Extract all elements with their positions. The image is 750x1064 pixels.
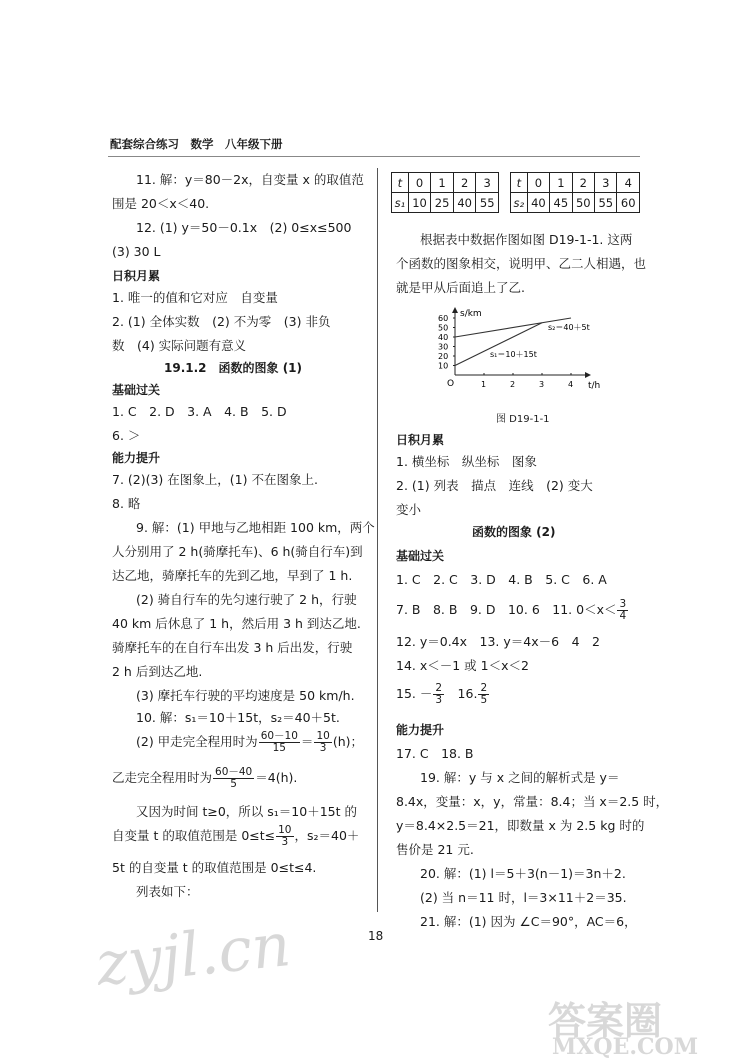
- answer-19-line1: 19. 解：y 与 x 之间的解析式是 y＝: [420, 770, 620, 785]
- answer-19-line3: y＝8.4×2.5＝21，即数量 x 为 2.5 kg 时的: [396, 818, 645, 833]
- numerator: 10: [278, 824, 292, 836]
- column-divider: [377, 168, 378, 912]
- table-cell: 60: [617, 193, 640, 213]
- table-cell: 10: [408, 193, 431, 213]
- table-cell: 3: [476, 173, 499, 193]
- answer-20-line2: (2) 当 n＝11 时，l＝3×11＋2＝35.: [420, 890, 627, 905]
- jichu-r5: [396, 680, 490, 708]
- section-heading-nengli-2: 能力提升: [396, 723, 445, 737]
- table-cell: 40: [453, 193, 476, 213]
- y-tick-label: 50: [438, 323, 449, 333]
- numerator: 2: [435, 682, 443, 694]
- y-tick-label: 20: [438, 352, 449, 361]
- text: 7. B 8. B 9. D 10. 6 11. 0＜x＜: [396, 602, 617, 617]
- table-cell: 4: [617, 173, 640, 193]
- x-tick-label: 1: [481, 380, 487, 389]
- answer-11-cont: 围是 20＜x＜40.: [112, 196, 210, 211]
- jichu-r2: [396, 596, 629, 624]
- numerator: 2: [480, 682, 488, 694]
- graph-explanation-2: 个函数的图象相交，说明甲、乙二人相遇，也: [396, 256, 647, 271]
- answer-7: 7. (2)(3) 在图象上，(1) 不在图象上.: [112, 472, 318, 487]
- y-ticks: [438, 314, 448, 371]
- answer-9-line6: 骑摩托车的在自行车出发 3 h 后出发，行驶: [112, 640, 353, 655]
- table-cell: 40: [527, 193, 549, 213]
- subsection-title: 19.1.2 函数的图象 (1): [164, 361, 303, 375]
- value-table-s2: [510, 172, 640, 213]
- answer-9-line3: 达乙地，骑摩托车的先到乙地，早到了 1 h.: [112, 568, 353, 583]
- x-tick-label: 2: [510, 380, 516, 389]
- answer-10-line6: 5t 的自变量 t 的取值范围是 0≤t≤4.: [112, 860, 317, 875]
- fraction: [314, 731, 331, 754]
- y-tick-label: 10: [438, 361, 449, 371]
- nengli-r1: 17. C 18. B: [396, 746, 474, 761]
- jichu-answers: 1. C 2. D 3. A 4. B 5. D: [112, 404, 287, 419]
- table-cell: t: [392, 173, 409, 193]
- figure-caption: 图 D19-1-1: [496, 414, 550, 425]
- answer-10-line5: [112, 822, 359, 850]
- fraction: [259, 731, 300, 754]
- origin-label: O: [447, 379, 455, 389]
- answer-21-line1: 21. 解：(1) 因为 ∠C＝90°，AC＝6，: [420, 914, 637, 929]
- text: (2) 甲走完全程用时为: [136, 734, 258, 749]
- x-axis-label: t/h: [588, 381, 601, 391]
- subsection-title-2: 函数的图象 (2): [472, 525, 556, 539]
- denominator: 5: [230, 778, 237, 790]
- table-cell: 1: [431, 173, 454, 193]
- denominator: 3: [435, 694, 443, 706]
- answer-8: 8. 略: [112, 496, 141, 511]
- graph-explanation-3: 就是甲从后面追上了乙.: [396, 280, 525, 295]
- table-cell: 55: [476, 193, 499, 213]
- text: ，s₂＝40＋: [294, 828, 360, 843]
- answer-9-line4: (2) 骑自行车的先匀速行驶了 2 h，行驶: [136, 592, 357, 607]
- denominator: 15: [272, 742, 286, 754]
- y-tick-label: 60: [438, 314, 449, 323]
- table-cell: t: [511, 173, 528, 193]
- answer-11: 11. 解：y＝80－2x，自变量 x 的取值范: [136, 172, 364, 187]
- answer-10-line4: 又因为时间 t≥0，所以 s₁＝10＋15t 的: [136, 804, 357, 819]
- table-row: [392, 173, 499, 193]
- value-table-s1: [391, 172, 499, 213]
- answer-20-line1: 20. 解：(1) l＝5＋3(n－1)＝3n＋2.: [420, 866, 626, 881]
- graph-explanation-1: 根据表中数据作图如图 D19-1-1. 这两: [420, 232, 633, 247]
- fraction: [213, 767, 254, 790]
- y-tick-label: 40: [438, 333, 449, 342]
- answer-12: 12. (1) y＝50－0.1x (2) 0≤x≤500: [136, 220, 352, 235]
- denominator: 4: [619, 610, 627, 622]
- answer-9-line7: 2 h 后到达乙地.: [112, 664, 203, 679]
- y-axis-label: s/km: [460, 309, 482, 319]
- watermark-left: zyjl.cn: [92, 910, 294, 1000]
- watermark-right-top: 答案圈: [548, 998, 663, 1043]
- table-cell: 3: [595, 173, 617, 193]
- fraction: [617, 599, 628, 622]
- table-cell: 45: [550, 193, 572, 213]
- jichu-r1: 1. C 2. C 3. D 4. B 5. C 6. A: [396, 572, 607, 587]
- section-heading-jichu-2: 基础过关: [396, 549, 445, 563]
- text: 自变量 t 的取值范围是 0≤t≤: [112, 828, 276, 843]
- text: (h)；: [332, 734, 363, 749]
- riji-r1: 1. 横坐标 纵坐标 图象: [396, 454, 537, 469]
- page-header: 配套综合练习 数学 八年级下册: [110, 137, 283, 151]
- text: ＝: [300, 734, 314, 749]
- table-row: [511, 173, 640, 193]
- text: ＝4(h).: [255, 770, 298, 785]
- answer-10-line7: 列表如下：: [136, 884, 199, 899]
- table-cell: s₁: [392, 193, 409, 213]
- answer-19-line2: 8.4x，变量：x，y，常量：8.4；当 x＝2.5 时，: [396, 794, 669, 809]
- riji-r2: 2. (1) 列表 描点 连线 (2) 变大: [396, 478, 593, 493]
- line-s2-label: s₂＝40＋5t: [548, 323, 590, 332]
- y-tick-label: 30: [438, 342, 449, 352]
- table-row: [392, 193, 499, 213]
- numerator: 60－10: [260, 730, 298, 742]
- answer-9-line8: (3) 摩托车行驶的平均速度是 50 km/h.: [136, 688, 355, 703]
- numerator: 10: [316, 730, 330, 742]
- table-cell: 25: [431, 193, 454, 213]
- answer-9-line2: 人分别用了 2 h(骑摩托车)、6 h(骑自行车)到: [112, 544, 363, 559]
- x-tick-label: 3: [539, 380, 545, 389]
- fraction: [478, 683, 489, 706]
- section-heading-nengli-1: 能力提升: [112, 451, 161, 465]
- table-cell: 2: [453, 173, 476, 193]
- x-tick-label: 4: [568, 380, 574, 389]
- riji-r2-cont: 变小: [396, 502, 422, 517]
- text: 15. －: [396, 686, 433, 701]
- text: 16.: [445, 686, 478, 701]
- table-cell: 2: [572, 173, 594, 193]
- answer-10-line3: [112, 764, 297, 792]
- text: 乙走完全程用时为: [112, 770, 213, 785]
- denominator: 3: [319, 742, 327, 754]
- line-s1-label: s₁＝10＋15t: [490, 350, 537, 359]
- numerator: 60－40: [215, 766, 253, 778]
- fraction: [433, 683, 444, 706]
- section-heading-jichu-1: 基础过关: [112, 383, 161, 397]
- answer-6: 6. ＞: [112, 428, 141, 443]
- table-row: [511, 193, 640, 213]
- table-cell: 55: [595, 193, 617, 213]
- jichu-r3: 12. y＝0.4x 13. y＝4x－6 4 2: [396, 634, 600, 649]
- fraction: [276, 825, 293, 848]
- section-heading-riji-2: 日积月累: [396, 433, 445, 447]
- answer-12-cont: (3) 30 L: [112, 244, 161, 259]
- denominator: 3: [281, 836, 289, 848]
- header-rule: [108, 156, 640, 157]
- numerator: 3: [619, 598, 627, 610]
- function-graph: [420, 302, 620, 394]
- watermark-right-bottom: MXQE.COM: [552, 1034, 699, 1060]
- answer-9-line5: 40 km 后休息了 1 h，然后用 3 h 到达乙地.: [112, 616, 361, 631]
- jichu-r4: 14. x＜－1 或 1＜x＜2: [396, 658, 529, 673]
- answer-9-line1: 9. 解：(1) 甲地与乙地相距 100 km，两个: [136, 520, 375, 535]
- riji-2: 2. (1) 全体实数 (2) 不为零 (3) 非负: [112, 314, 331, 329]
- answer-10-line1: 10. 解：s₁＝10＋15t，s₂＝40＋5t.: [136, 710, 340, 725]
- answer-19-line4: 售价是 21 元.: [396, 842, 474, 857]
- section-heading-riji-1: 日积月累: [112, 269, 161, 283]
- page-number: 18: [368, 929, 384, 943]
- answer-10-line2: [136, 728, 363, 756]
- table-cell: 0: [408, 173, 431, 193]
- table-cell: 1: [550, 173, 572, 193]
- table-cell: 0: [527, 173, 549, 193]
- line-s1: [455, 323, 542, 366]
- table-cell: s₂: [511, 193, 528, 213]
- denominator: 5: [480, 694, 488, 706]
- table-cell: 50: [572, 193, 594, 213]
- riji-1: 1. 唯一的值和它对应 自变量: [112, 290, 278, 305]
- riji-2-cont: 数 (4) 实际问题有意义: [112, 338, 247, 353]
